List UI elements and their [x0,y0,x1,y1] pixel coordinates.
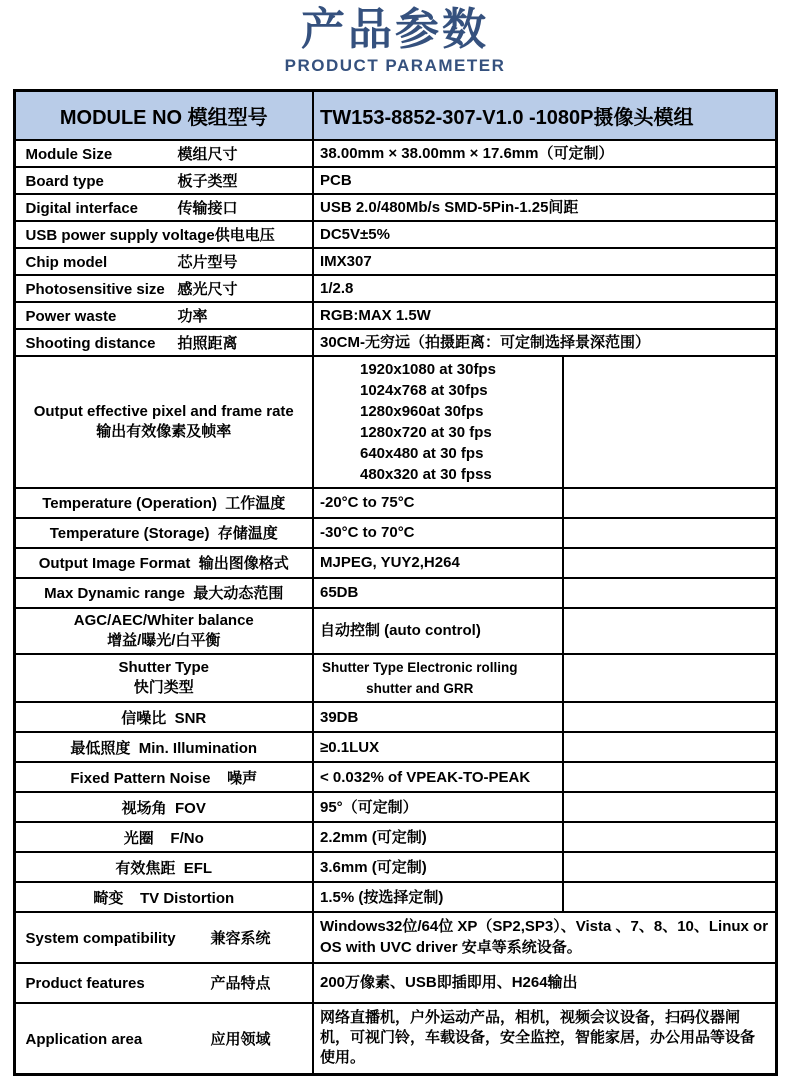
spec-empty-cell [563,578,776,608]
table-row [14,167,776,194]
spec-label-cell [14,194,313,221]
spec-value-cell: 200万像素、USB即插即用、H264输出 [313,963,776,1003]
spec-value-cell: PCB [313,167,776,194]
spec-table-body [14,140,776,1074]
value-line: 1024x768 at 30fps [360,381,488,399]
spec-value-cell: 95°（可定制） [313,792,563,822]
label-en: Product features [25,975,145,993]
label-en: Digital interface [25,199,139,217]
spec-value-cell: USB 2.0/480Mb/s SMD-5Pin-1.25间距 [313,194,776,221]
table-row [14,762,776,792]
label-zh: 快门类型 [133,679,194,697]
table-row [14,578,776,608]
spec-value-cell: RGB:MAX 1.5W [313,302,776,329]
title-block [0,0,790,76]
value-line: shutter and GRR [366,681,474,697]
header-module-no-cell: MODULE NO 模组型号 [14,91,313,140]
spec-label-cell [14,140,313,167]
spec-label-cell [14,248,313,275]
table-row [14,792,776,822]
spec-empty-cell [563,356,776,488]
table-row [14,732,776,762]
spec-value-cell: DC5V±5% [313,221,776,248]
spec-label-cell: 信噪比 SNR [14,702,313,732]
table-row [14,882,776,912]
label-en: Chip model [25,253,108,271]
table-row [14,822,776,852]
spec-empty-cell [563,488,776,518]
label-en: Power waste [25,307,117,325]
spec-empty-cell [563,822,776,852]
spec-value-cell: ≥0.1LUX [313,732,563,762]
label-zh: 增益/曝光/白平衡 [107,632,221,650]
table-row [14,702,776,732]
label-zh: 感光尺寸 [177,280,238,298]
spec-value-cell: MJPEG, YUY2,H264 [313,548,563,578]
table-row [14,963,776,1003]
table-row [14,608,776,655]
value-line: 1280x720 at 30 fps [360,423,492,441]
spec-label-cell [14,275,313,302]
table-row [14,356,776,488]
spec-label-cell: 光圈 F/No [14,822,313,852]
spec-label-cell: Output Image Format 输出图像格式 [14,548,313,578]
table-row [14,329,776,356]
label-en: Shutter Type [118,659,210,677]
value-line: 1920x1080 at 30fps [360,360,496,378]
table-row [14,275,776,302]
page-subtitle: PRODUCT PARAMETER [284,56,506,76]
spec-value-cell: 39DB [313,702,563,732]
spec-value-cell: 2.2mm (可定制) [313,822,563,852]
spec-label-cell [14,912,313,963]
table-row [14,852,776,882]
spec-empty-cell [563,882,776,912]
spec-empty-cell [563,548,776,578]
label-en: Photosensitive size [25,280,165,298]
table-row [14,518,776,548]
spec-value-cell: 30CM-无穷远（拍摄距离：可定制选择景深范围） [313,329,776,356]
spec-value-cell [313,654,563,702]
table-row [14,302,776,329]
label-zh: 传输接口 [177,199,238,217]
value-line: 640x480 at 30 fps [360,444,484,462]
table-header-row [14,91,776,140]
spec-empty-cell [563,518,776,548]
spec-label-cell: 视场角 FOV [14,792,313,822]
spec-empty-cell [563,608,776,655]
label-en: Shooting distance [25,334,156,352]
spec-label-cell [14,221,313,248]
label-zh: 供电电压 [214,226,275,244]
spec-label-cell [14,167,313,194]
table-row [14,248,776,275]
spec-value-cell: -30°C to 70°C [313,518,563,548]
spec-label-cell [14,963,313,1003]
spec-label-cell [14,654,313,702]
page-title: 产品参数 [301,5,489,54]
spec-value-cell: 网络直播机，户外运动产品，相机，视频会议设备，扫码仪器闸机，可视门铃，车载设备，安全监控，智能家居，办公用品等设备使用。 [313,1003,776,1074]
spec-value-cell: 1.5% (按选择定制) [313,882,563,912]
spec-label-cell: Max Dynamic range 最大动态范围 [14,578,313,608]
spec-empty-cell [563,762,776,792]
label-en: System compatibility [25,930,176,948]
spec-value-cell: 38.00mm × 38.00mm × 17.6mm（可定制） [313,140,776,167]
label-zh: 板子类型 [177,172,238,190]
spec-value-cell: 1/2.8 [313,275,776,302]
spec-empty-cell [563,654,776,702]
label-en: USB power supply voltage [25,226,215,244]
table-row [14,194,776,221]
spec-label-cell: 最低照度 Min. Illumination [14,732,313,762]
spec-value-cell: -20°C to 75°C [313,488,563,518]
value-line: Shutter Type Electronic rolling [322,660,518,676]
label-zh: 输出有效像素及帧率 [96,422,232,440]
spec-value-cell [313,356,563,488]
table-row [14,654,776,702]
header-model-cell: TW153-8852-307-V1.0 -1080P摄像头模组 [313,91,776,140]
spec-empty-cell [563,732,776,762]
label-en: Board type [25,172,104,190]
spec-empty-cell [563,702,776,732]
value-line: 1280x960at 30fps [360,402,484,420]
label-zh: 模组尺寸 [177,145,238,163]
spec-value-cell: IMX307 [313,248,776,275]
table-row [14,912,776,963]
spec-value-cell: Windows32位/64位 XP（SP2,SP3）、Vista 、7、8、10、Linux or OS with UVC driver 安卓等系统设备。 [313,912,776,963]
spec-label-cell: Temperature (Storage) 存储温度 [14,518,313,548]
spec-value-cell: < 0.032% of VPEAK-TO-PEAK [313,762,563,792]
spec-label-cell [14,1003,313,1074]
table-row [14,140,776,167]
spec-value-cell: 65DB [313,578,563,608]
label-zh: 兼容系统 [210,930,271,948]
table-row [14,488,776,518]
label-zh: 产品特点 [210,975,271,993]
label-zh: 功率 [177,307,208,325]
table-row [14,221,776,248]
label-zh: 芯片型号 [177,253,238,271]
spec-label-cell: 畸变 TV Distortion [14,882,313,912]
spec-label-cell [14,302,313,329]
spec-empty-cell [563,792,776,822]
spec-value-cell: 自动控制 (auto control) [313,608,563,655]
label-zh: 应用领域 [210,1030,271,1048]
spec-label-cell: Temperature (Operation) 工作温度 [14,488,313,518]
label-zh: 拍照距离 [177,334,238,352]
spec-label-cell: Fixed Pattern Noise 噪声 [14,762,313,792]
spec-label-cell [14,356,313,488]
label-en: Output effective pixel and frame rate [33,402,294,420]
label-en: Module Size [25,145,113,163]
spec-table [13,89,778,1075]
table-row [14,548,776,578]
label-en: Application area [25,1030,143,1048]
spec-value-cell: 3.6mm (可定制) [313,852,563,882]
spec-label-cell [14,329,313,356]
spec-label-cell [14,608,313,655]
spec-empty-cell [563,852,776,882]
value-line: 480x320 at 30 fpss [360,465,492,483]
label-en: AGC/AEC/Whiter balance [73,611,254,629]
table-row [14,1003,776,1074]
spec-label-cell: 有效焦距 EFL [14,852,313,882]
